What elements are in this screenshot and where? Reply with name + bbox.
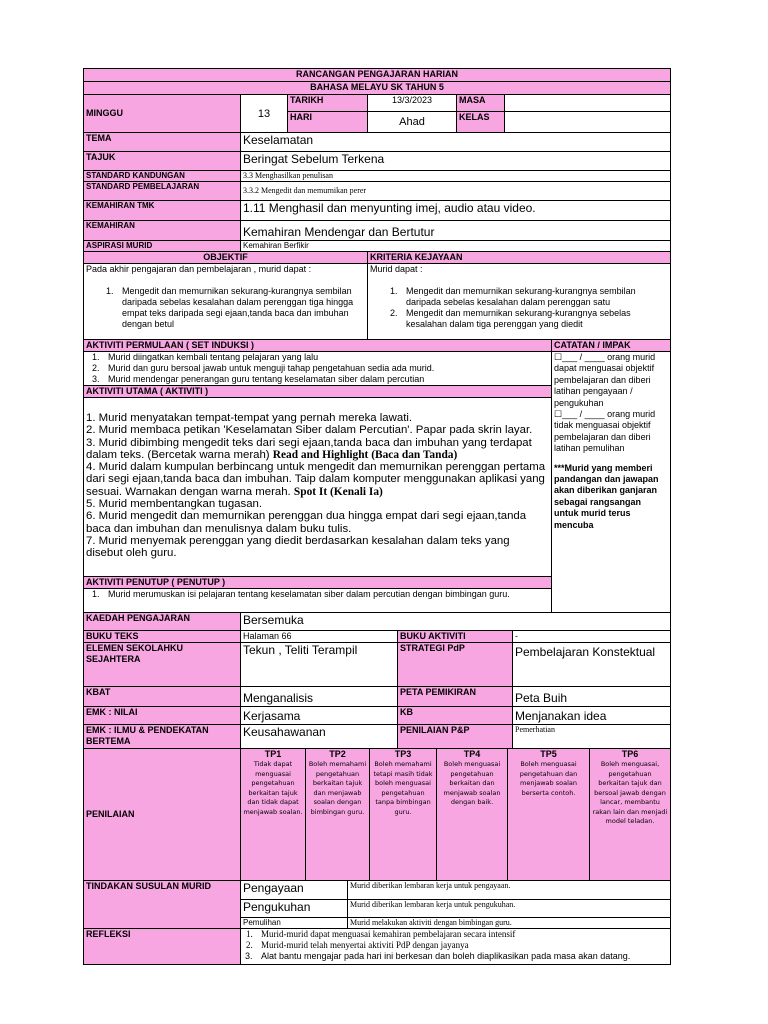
tindakan-type: Pengukuhan: [241, 900, 348, 918]
strategi-label: STRATEGI PdP: [398, 643, 513, 687]
tindakan-label: TINDAKAN SUSULAN MURID: [84, 881, 241, 929]
permulaan-item: 2. Murid dan guru bersoal jawab untuk menguji tahap pengetahuan sedia ada murid.: [102, 363, 549, 374]
tp-description: Boleh menguasai, pengetahuan berkaitan tajuk dan bersoal jawab dengan lancar, membantu rakan lain dan menjadi model teladan.: [592, 760, 668, 825]
kaedah-label: KAEDAH PENGAJARAN: [84, 613, 241, 631]
activity-table: [83, 251, 671, 613]
permulaan-header: AKTIVITI PERMULAAN ( SET INDUKSI ): [84, 340, 552, 352]
refleksi-label: REFLEKSI: [84, 929, 241, 965]
strategy-label: Spot It (Kenali Ia): [293, 485, 383, 498]
utama-step: 3. Murid dibimbing mengedit teks dari segi ejaan,tanda baca dan imbuhan yang terdapat dalam teks. (Bercetak warna merah) Read and Highlight (Baca dan Tanda): [86, 436, 532, 461]
refleksi-item: 3. Alat bantu mengajar pada hari ini berkesan dan boleh diaplikasikan pada masa akan datang.: [255, 951, 668, 962]
tindakan-desc[interactable]: Murid diberikan lembaran kerja untuk pengukuhan.: [348, 900, 671, 918]
catatan-para-2: ☐___ / ____ orang murid tidak menguasai objektif pembelajaran dan diberi latihan pemulihan: [554, 409, 656, 454]
penilaianpp-label: PENILAIAN P&P: [398, 725, 513, 749]
tp-cell[interactable]: [508, 749, 590, 881]
bukuaktiviti-label: BUKU AKTIVITI: [398, 631, 513, 643]
kb-value[interactable]: Menjanakan idea: [513, 707, 671, 725]
kriteria-item: 1. Mengedit dan memurnikan sekurang-kurangnya sembilan daripada sebelas kesalahan dalam perenggan satu: [400, 286, 668, 308]
tp-heading: TP6: [621, 749, 639, 759]
elemen-label: ELEMEN SEKOLAHKU SEJAHTERA: [84, 643, 241, 687]
emknilai-value[interactable]: Kerjasama: [241, 707, 398, 725]
permulaan-item: 3. Murid mendengar penerangan guru tentang keselamatan siber dalam percutian: [102, 374, 549, 385]
header-title: RANCANGAN PENGAJARAN HARIAN: [84, 69, 671, 82]
method-table: [83, 612, 671, 749]
minggu-label: MINGGU: [84, 95, 241, 133]
peta-value[interactable]: Peta Buih: [513, 687, 671, 707]
kaedah-value[interactable]: Bersemuka: [241, 613, 671, 631]
tema-label: TEMA: [84, 133, 241, 152]
kbat-value[interactable]: Menganalisis: [241, 687, 398, 707]
kriteria-intro: Murid dapat :: [370, 264, 423, 274]
emknilai-label: EMK : NILAI: [84, 707, 241, 725]
aspirasi-label: ASPIRASI MURID: [84, 241, 241, 252]
header-subtitle: BAHASA MELAYU SK TAHUN 5: [84, 82, 671, 95]
kemahiran-value[interactable]: Kemahiran Mendengar dan Bertutur: [241, 221, 671, 241]
objektif-intro: Pada akhir pengajaran dan pembelajaran , murid dapat :: [86, 264, 312, 274]
utama-header: AKTIVITI UTAMA ( AKTIVITI ): [84, 386, 552, 398]
bukuteks-label: BUKU TEKS: [84, 631, 241, 643]
tp-description: Boleh memahami pengetahuan berkaitan tajuk dan menjawab soalan dengan bimbingan guru.: [308, 760, 367, 816]
tindakan-type: Pengayaan: [241, 881, 348, 900]
tp-cell[interactable]: [437, 749, 508, 881]
tp-heading: TP2: [329, 749, 346, 759]
tp-heading: TP4: [463, 749, 481, 759]
tp-cell[interactable]: [370, 749, 437, 881]
utama-step: 2. Murid membaca petikan 'Keselamatan Siber dalam Percutian'. Papar pada skrin layar.: [86, 424, 533, 437]
utama-step: 7. Murid menyemak perenggan yang diedit berdasarkan kesalahan dalam teks yang disebut oleh guru.: [86, 534, 510, 560]
utama-step: 1. Murid menyatakan tempat-tempat yang pernah mereka lawati.: [86, 412, 413, 424]
sp-value[interactable]: 3.3.2 Mengedit dan memurnikan perer: [241, 182, 671, 201]
strategi-value[interactable]: Pembelajaran Konstektual: [513, 643, 671, 687]
hari-label: HARI: [288, 112, 368, 133]
emkilmu-label: EMK : ILMU & PENDEKATAN BERTEMA: [84, 725, 241, 749]
strategy-label: Read and Highlight (Baca dan Tanda): [272, 448, 458, 461]
tmk-value[interactable]: 1.11 Menghasil dan menyunting imej, audio atau video.: [241, 201, 671, 221]
tp-cell[interactable]: [241, 749, 306, 881]
sp-label: STANDARD PEMBELAJARAN: [84, 182, 241, 201]
sk-value[interactable]: 3.3 Menghasilkan penulisan: [241, 171, 671, 182]
tp-heading: TP3: [394, 749, 412, 759]
sk-label: STANDARD KANDUNGAN: [84, 171, 241, 182]
elemen-value[interactable]: Tekun , Teliti Terampil: [241, 643, 398, 687]
kb-label: KB: [398, 707, 513, 725]
tmk-label: KEMAHIRAN TMK: [84, 201, 241, 221]
refleksi-content[interactable]: [241, 929, 671, 965]
tp-cell[interactable]: [590, 749, 671, 881]
penutup-item: 1. Murid merumuskan isi pelajaran tentang keselamatan siber dalam percutian dengan bimbingan guru.: [102, 589, 549, 600]
masa-value[interactable]: [505, 95, 671, 112]
penilaianpp-value[interactable]: Pemerhatian: [513, 725, 671, 749]
peta-label: PETA PEMIKIRAN: [398, 687, 513, 707]
objektif-content[interactable]: [84, 264, 368, 340]
tp-heading: TP1: [264, 749, 282, 759]
tajuk-value[interactable]: Beringat Sebelum Terkena: [241, 152, 671, 171]
tp-cell[interactable]: [306, 749, 370, 881]
utama-step: 5. Murid membentangkan tugasan.: [86, 498, 263, 511]
tarikh-label: TARIKH: [288, 95, 368, 112]
permulaan-content[interactable]: [84, 352, 552, 386]
penutup-header: AKTIVITI PENUTUP ( PENUTUP ): [84, 577, 552, 589]
tp-description: Tidak dapat menguasai pengetahuan berkaitan tajuk dan tidak dapat menjawab soalan.: [243, 760, 303, 816]
penutup-content[interactable]: [84, 589, 552, 613]
objektif-header: OBJEKTIF: [84, 252, 368, 264]
penilaian-label: PENILAIAN: [84, 749, 241, 881]
catatan-para-3: ***Murid yang memberi pandangan dan jawapan akan diberikan ganjaran sebagai rangsangan untuk murid terus mencuba: [554, 462, 659, 530]
tindakan-table: [83, 880, 671, 929]
permulaan-item: 1. Murid diingatkan kembali tentang pelajaran yang lalu: [102, 352, 549, 363]
topic-table: [83, 132, 671, 252]
kelas-value[interactable]: [505, 112, 671, 133]
catatan-para-1: ☐___ / ____ orang murid dapat menguasai objektif pembelajaran dan diberi latihan pengayaan / pengukuhan: [554, 352, 656, 408]
penilaian-table: [83, 748, 671, 881]
aspirasi-value[interactable]: Kemahiran Berfikir: [241, 241, 671, 252]
tp-description: Boleh menguasai pengetahuan dan menjawab soalan berserta contoh.: [519, 760, 578, 797]
tajuk-label: TAJUK: [84, 152, 241, 171]
bukuaktiviti-value[interactable]: -: [513, 631, 671, 643]
tema-value[interactable]: Keselamatan: [241, 133, 671, 152]
header-table: [83, 68, 671, 133]
refleksi-item: 2. Murid-murid telah menyertai aktiviti PdP dengan jayanya: [255, 940, 668, 951]
kbat-label: KBAT: [84, 687, 241, 707]
utama-step: 4. Murid dalam kumpulan berbincang untuk mengedit dan memurnikan perenggan pertama dari segi ejaan,tanda baca dan imbuhan. Taip dalam komputer menggunakan aplikasi yang sesuai. Warnakan dengan warna merah. Spot It (Kenali Ia): [86, 461, 546, 498]
emkilmu-value[interactable]: Keusahawanan: [241, 725, 398, 749]
objektif-item: 1. Mengedit dan memurnikan sekurang-kurangnya sembilan daripada sebelas kesalahan dalam perenggan tiga hingga empat teks daripada segi ejaan,tanda baca dan imbuhan dengan betul: [116, 286, 365, 330]
tindakan-type: Pemulihan: [241, 918, 348, 929]
tp-description: Boleh menguasai pengetahuan berkaitan dan menjawab soalan dengan baik.: [443, 760, 501, 806]
kemahiran-label: KEMAHIRAN: [84, 221, 241, 241]
kriteria-content[interactable]: [368, 264, 671, 340]
masa-label: MASA: [457, 95, 505, 112]
tp-heading: TP5: [540, 749, 557, 759]
refleksi-item: 1. Murid-murid dapat menguasai kemahiran pembelajaran secara intensif: [255, 929, 668, 940]
kriteria-item: 2. Mengedit dan memurnikan sekurang-kurangnya sebelas kesalahan dalam tiga perenggan yang diedit: [400, 308, 668, 330]
tindakan-desc[interactable]: Murid diberikan lembaran kerja untuk pengayaan.: [348, 881, 671, 900]
tindakan-desc[interactable]: Murid melakukan aktiviti dengan bimbingan guru.: [348, 918, 671, 929]
catatan-header: CATATAN / IMPAK: [552, 340, 671, 352]
hari-value[interactable]: Ahad: [368, 112, 457, 133]
utama-content[interactable]: [84, 398, 552, 577]
bukuteks-value[interactable]: Halaman 66: [241, 631, 398, 643]
tp-description: Boleh memahami tetapi masih tidak boleh menguasai pengetahuan tanpa bimbingan guru.: [373, 760, 433, 816]
catatan-content[interactable]: [552, 352, 671, 613]
refleksi-table: [83, 928, 671, 965]
utama-step: 6. Murid mengedit dan memurnikan perenggan dua hingga empat dari segi ejaan,tanda baca dan imbuhan dan menulisnya dalam buku tulis.: [86, 510, 527, 535]
kelas-label: KELAS: [457, 112, 505, 133]
tarikh-value[interactable]: 13/3/2023: [368, 95, 457, 112]
kriteria-header: KRITERIA KEJAYAAN: [368, 252, 671, 264]
minggu-value[interactable]: 13: [241, 95, 288, 133]
lesson-plan: [83, 68, 670, 965]
